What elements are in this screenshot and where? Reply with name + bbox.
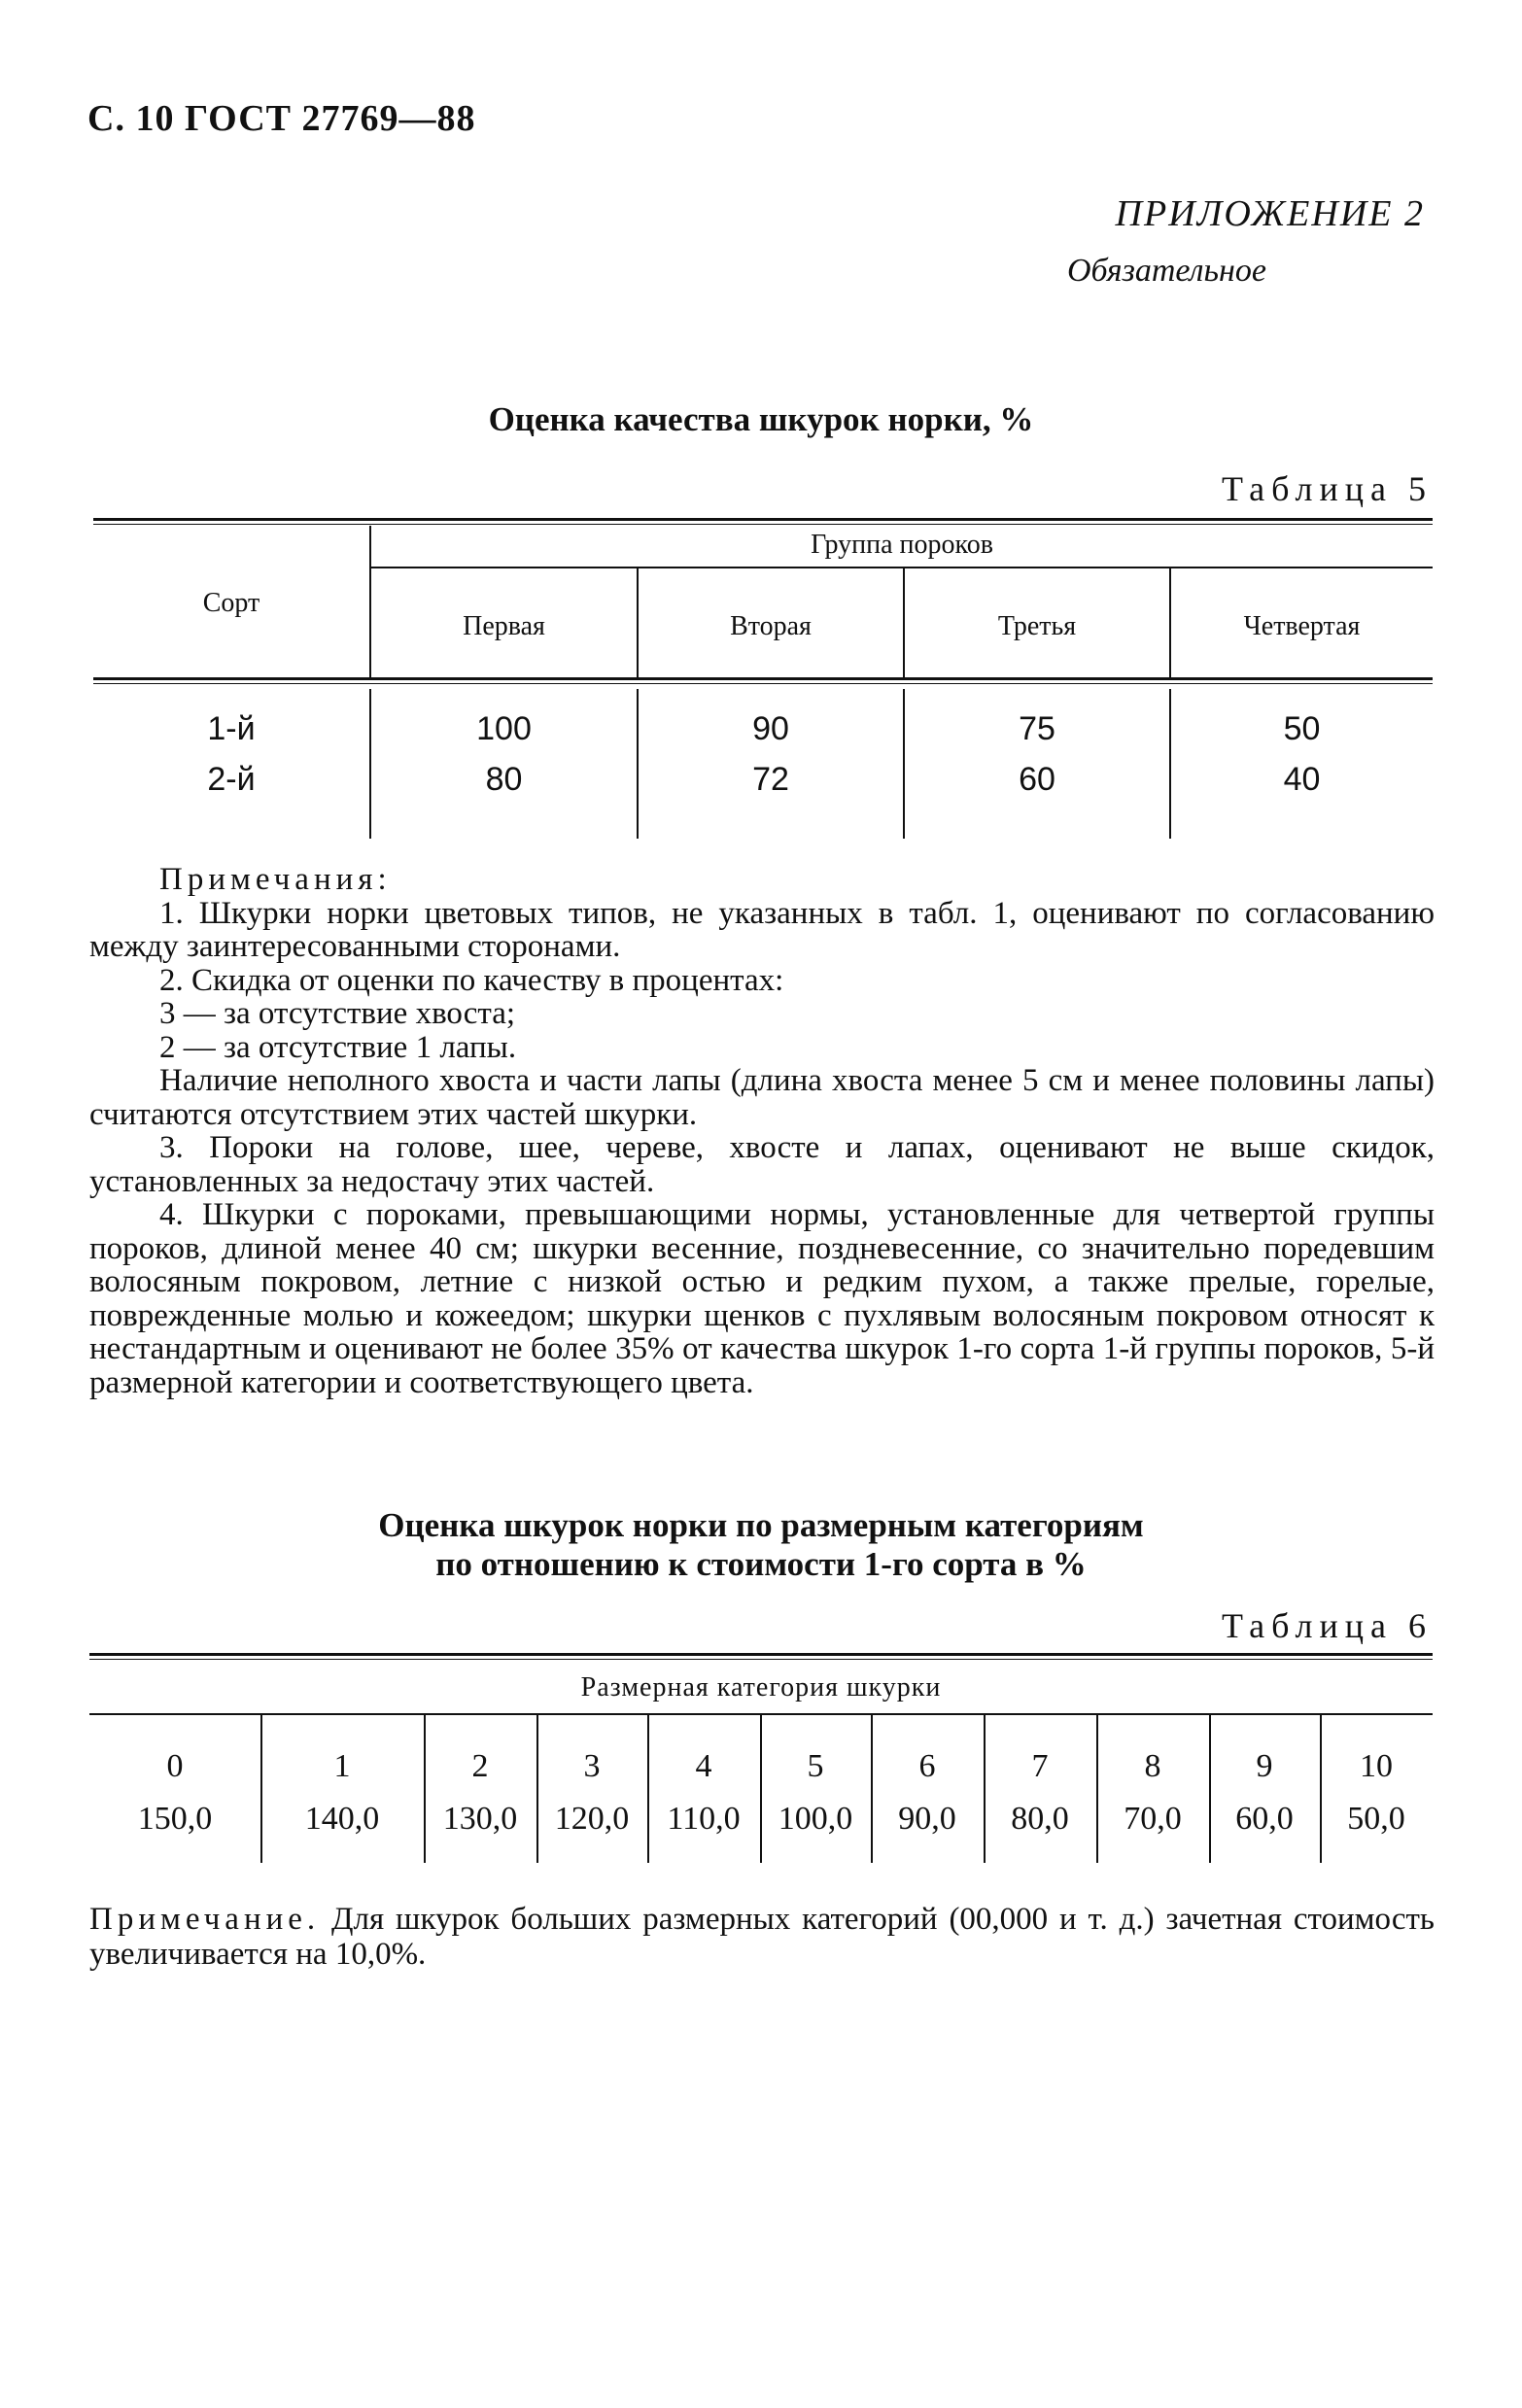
note-3: 3. Пороки на голове, шее, череве, хвосте и лапах, оценивают не выше скидок, установленных за недостачу этих частей.: [89, 1130, 1435, 1199]
table6-title-line1: Оценка шкурок норки по размерным категориям: [378, 1506, 1144, 1544]
note-4: 4. Шкурки с пороками, превышающими нормы, установленные для четвертой группы пороков, длиной менее 40 см; шкурки весенние, поздневесенние, со значительно поредевшим волосяным покровом, летние с низкой остью и редким пухом, а также прелые, горелые, поврежденные молью и кожеедом; шкурки щенков с пухлявым волосяным покровом относят к нестандартным и оценивают не более 35% от качества шкурок 1-го сорта 1-й группы пороков, 5-й размерной категории и соответствующего цвета.: [89, 1197, 1435, 1400]
header-group-3: Третья: [997, 611, 1077, 641]
row1-group2: 90: [752, 710, 789, 747]
note6-text: Для шкурок больших размерных категорий (00,000 и т. д.) зачетная стоимость увеличивается на 10,0%.: [89, 1902, 1435, 1972]
note-2-explanation: Наличие неполного хвоста и части лапы (длина хвоста менее 5 см и менее половины лапы) считаются отсутствием этих частей шкурки.: [89, 1063, 1435, 1132]
row2-group2: 72: [752, 761, 789, 798]
size-category-5: 5: [807, 1748, 824, 1784]
size-value-0: 150,0: [137, 1801, 213, 1837]
size-category-2: 2: [471, 1748, 489, 1784]
size-value-8: 70,0: [1124, 1801, 1182, 1837]
column-separator: [1096, 1715, 1098, 1863]
page-reference: С. 10 ГОСТ 27769—88: [87, 98, 476, 139]
column-separator: [760, 1715, 762, 1863]
header-size-category: Размерная категория шкурки: [580, 1672, 942, 1703]
quality-table: [93, 518, 1433, 839]
size-category-10: 10: [1360, 1748, 1393, 1784]
column-separator: [871, 1715, 873, 1863]
size-value-5: 100,0: [778, 1801, 853, 1837]
note-2-tail: 3 — за отсутствие хвоста;: [159, 996, 516, 1031]
row2-sort: 2-й: [207, 761, 256, 798]
note6-label: Примечание.: [89, 1902, 321, 1937]
notes-block: [89, 863, 1435, 1399]
row1-group1: 100: [476, 710, 532, 747]
size-category-3: 3: [583, 1748, 601, 1784]
note-1: 1. Шкурки норки цветовых типов, не указанных в табл. 1, оценивают по согласованию между заинтересованными сторонами.: [89, 895, 1435, 964]
column-separator: [1209, 1715, 1211, 1863]
size-category-8: 8: [1144, 1748, 1161, 1784]
table5-title: Оценка качества шкурок норки, %: [488, 400, 1034, 438]
size-value-4: 110,0: [667, 1801, 741, 1837]
table6-label: Таблица 6: [1222, 1606, 1433, 1645]
row1-sort: 1-й: [207, 710, 256, 747]
note-2: 2. Скидка от оценки по качеству в процентах:: [159, 962, 784, 998]
row1-group4: 50: [1283, 710, 1321, 747]
size-value-7: 80,0: [1011, 1801, 1069, 1837]
size-category-6: 6: [918, 1748, 936, 1784]
size-value-10: 50,0: [1347, 1801, 1405, 1837]
column-separator: [424, 1715, 426, 1863]
size-value-3: 120,0: [554, 1801, 630, 1837]
size-category-table: [89, 1653, 1433, 1867]
size-category-7: 7: [1031, 1748, 1049, 1784]
row2-group1: 80: [485, 761, 523, 798]
header-group-1: Первая: [463, 611, 545, 641]
size-category-9: 9: [1256, 1748, 1273, 1784]
size-value-9: 60,0: [1235, 1801, 1294, 1837]
note-2-leg: 2 — за отсутствие 1 лапы.: [159, 1029, 517, 1065]
column-separator: [1320, 1715, 1322, 1863]
row1-group3: 75: [1019, 710, 1055, 747]
size-category-4: 4: [695, 1748, 712, 1784]
size-category-1: 1: [333, 1748, 351, 1784]
size-value-1: 140,0: [304, 1801, 380, 1837]
appendix-status: Обязательное: [1067, 253, 1266, 289]
column-separator: [260, 1715, 262, 1863]
table6-note: [89, 1902, 1435, 1972]
notes-heading: Примечания:: [159, 862, 392, 897]
table5-label: Таблица 5: [1222, 469, 1433, 508]
header-defect-group: Группа пороков: [811, 530, 993, 560]
table6-title-line2: по отношению к стоимости 1-го сорта в %: [435, 1545, 1087, 1583]
size-value-2: 130,0: [442, 1801, 518, 1837]
row2-group4: 40: [1283, 761, 1321, 798]
header-group-4: Четвертая: [1243, 611, 1361, 641]
column-separator: [984, 1715, 986, 1863]
header-sort: Сорт: [202, 588, 260, 618]
appendix-title: ПРИЛОЖЕНИЕ 2: [1115, 193, 1425, 234]
column-separator: [647, 1715, 649, 1863]
header-group-2: Вторая: [730, 611, 812, 641]
size-category-0: 0: [166, 1748, 184, 1784]
row2-group3: 60: [1019, 761, 1055, 798]
column-separator: [536, 1715, 538, 1863]
size-value-6: 90,0: [898, 1801, 956, 1837]
